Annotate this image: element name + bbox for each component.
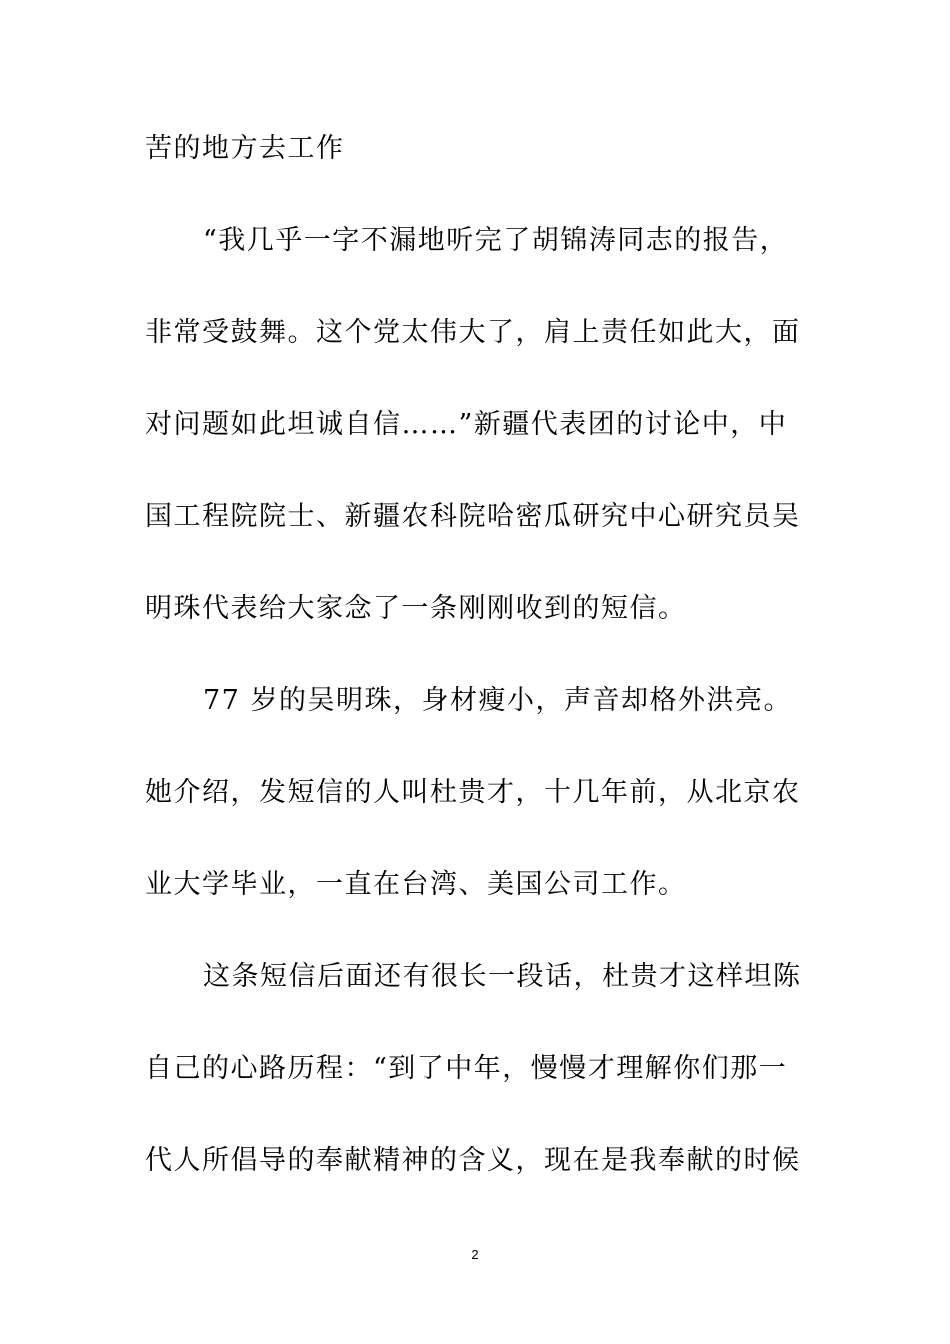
body-text (145, 121, 807, 1225)
text-line: 自己的心路历程：“到了中年，慢慢才理解你们那一 (145, 1053, 788, 1084)
text-line: 77 岁的吴明珠，身材瘦小，声音却格外洪亮。 (203, 685, 792, 716)
text-line: 业大学毕业，一直在台湾、美国公司工作。 (145, 869, 687, 900)
text-line: 苦的地方去工作 (145, 133, 345, 164)
text-line: 这条短信后面还有很长一段话，杜贵才这样坦陈 (203, 961, 802, 992)
text-line: 国工程院院士、新疆农科院哈密瓜研究中心研究员吴 (145, 501, 801, 532)
text-line: “我几乎一字不漏地听完了胡锦涛同志的报告， (203, 225, 789, 256)
page-number: 2 (471, 1247, 479, 1262)
text-line: 非常受鼓舞。这个党太伟大了，肩上责任如此大，面 (145, 317, 801, 348)
text-line: 她介绍，发短信的人叫杜贵才，十几年前，从北京农 (145, 777, 801, 808)
text-line: 代人所倡导的奉献精神的含义，现在是我奉献的时候 (145, 1145, 801, 1176)
text-line: 明珠代表给大家念了一条刚刚收到的短信。 (145, 593, 687, 624)
text-line: 对问题如此坦诚自信……”新疆代表团的讨论中，中 (145, 409, 788, 440)
